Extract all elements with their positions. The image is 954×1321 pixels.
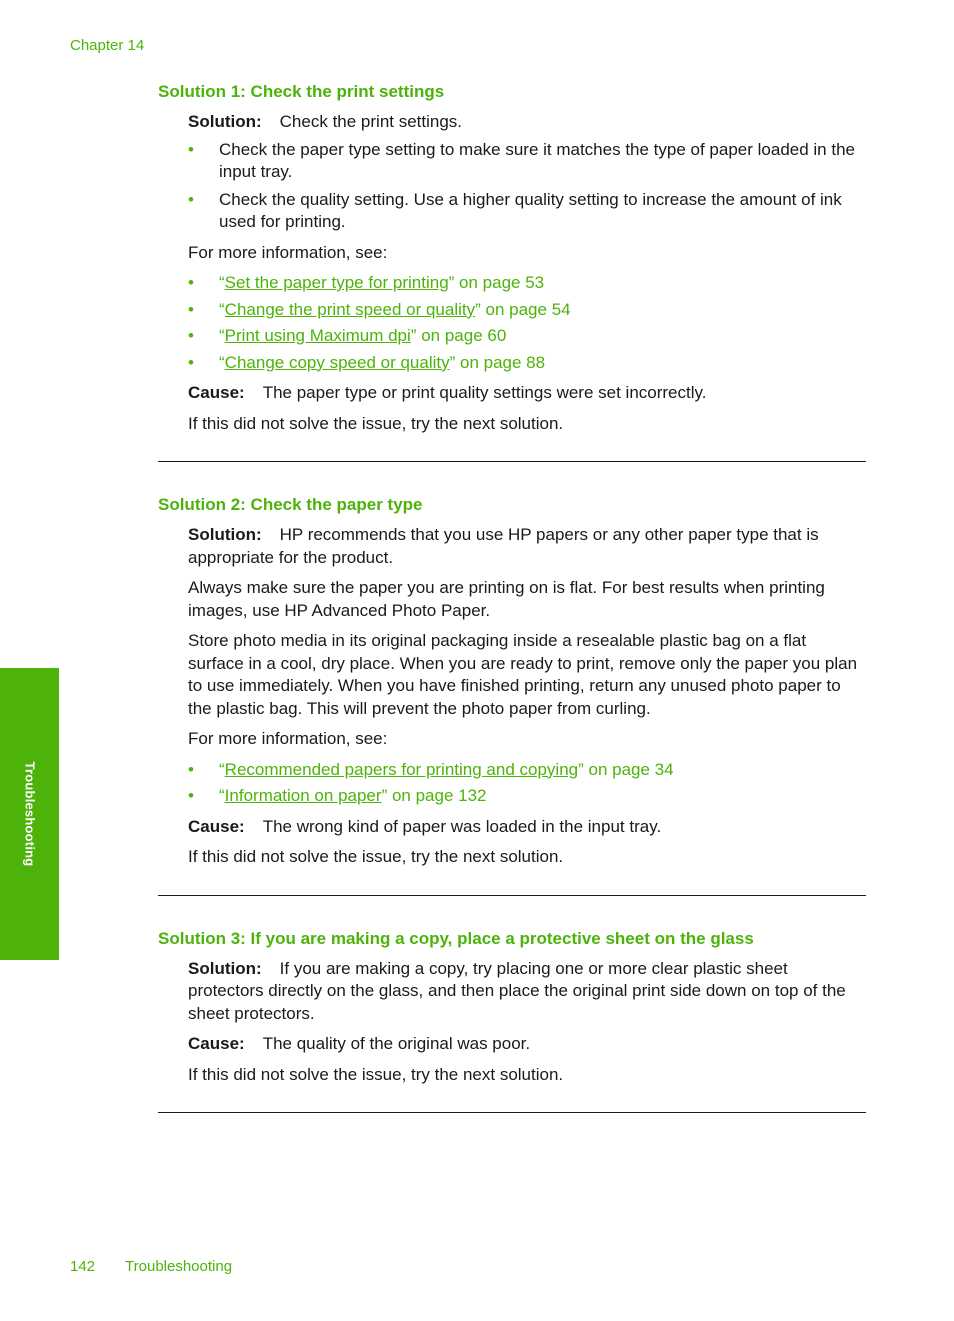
solution-3-heading: Solution 3: If you are making a copy, place a protective sheet on the glass bbox=[158, 928, 754, 948]
cause-label: Cause: bbox=[188, 1034, 245, 1053]
paragraph: Store photo media in its original packaging inside a resealable plastic bag on a flat surface in a cool, dry place. When you are ready to print, remove only the paper you plan to use immediately. When you have finished printing, return any unused photo paper to the plastic bag. This will prevent the photo paper from curling. bbox=[188, 631, 858, 718]
solution-text: Check the print settings. bbox=[279, 112, 463, 131]
paragraph: Always make sure the paper you are printing on is flat. For best results when printing images, use HP Advanced Photo Paper. bbox=[188, 578, 825, 620]
solution-label: Solution: bbox=[188, 525, 262, 544]
section-divider bbox=[158, 1112, 866, 1113]
page-content bbox=[158, 80, 866, 1113]
more-info-text: For more information, see: bbox=[188, 242, 388, 262]
page-ref: on page 53 bbox=[454, 273, 545, 292]
solution-label: Solution: bbox=[188, 112, 262, 131]
link-information-on-paper[interactable]: Information on paper bbox=[224, 786, 382, 805]
cause-text: The paper type or print quality settings were set incorrectly. bbox=[262, 383, 707, 402]
solution-1-links bbox=[188, 272, 866, 374]
solution-1-bullets bbox=[188, 139, 866, 234]
next-solution-text: If this did not solve the issue, try the next solution. bbox=[188, 1064, 564, 1084]
solution-2-statement bbox=[188, 524, 866, 569]
link-recommended-papers[interactable]: Recommended papers for printing and copying bbox=[224, 759, 579, 779]
cause-statement bbox=[188, 382, 866, 405]
page-ref: on page 132 bbox=[387, 786, 487, 805]
solution-text: If you are making a copy, try placing one or more clear plastic sheet protectors directly on the glass, and then place the original print side down on top of the sheet protectors. bbox=[188, 958, 846, 1023]
solution-text: HP recommends that you use HP papers or any other paper type that is appropriate for the product. bbox=[188, 525, 819, 567]
section-divider bbox=[158, 461, 866, 462]
list-item: • “Information on paper” on page 132 bbox=[188, 785, 866, 808]
list-item: • Check the paper type setting to make sure it matches the type of paper loaded in the input tray. bbox=[188, 139, 866, 184]
solution-label: Solution: bbox=[188, 958, 262, 978]
page-ref: on page 54 bbox=[480, 299, 571, 319]
link-copy-speed[interactable]: Change copy speed or quality bbox=[224, 352, 450, 372]
cause-text: The quality of the original was poor. bbox=[262, 1034, 531, 1053]
cause-statement bbox=[188, 816, 866, 839]
solution-2-heading: Solution 2: Check the paper type bbox=[158, 495, 423, 514]
page-ref: on page 88 bbox=[455, 352, 546, 372]
cause-statement bbox=[188, 1033, 866, 1056]
cause-text: The wrong kind of paper was loaded in the input tray. bbox=[262, 816, 662, 836]
side-tab-label: Troubleshooting bbox=[22, 761, 37, 867]
solution-2-links bbox=[188, 759, 866, 808]
solution-3-statement bbox=[188, 958, 866, 1026]
page-ref: on page 60 bbox=[416, 326, 507, 345]
footer-section: Troubleshooting bbox=[125, 1258, 233, 1275]
link-change-print-speed[interactable]: Change the print speed or quality bbox=[224, 299, 476, 319]
page-ref: on page 34 bbox=[583, 759, 674, 779]
list-item: • “Print using Maximum dpi” on page 60 bbox=[188, 325, 866, 348]
chapter-label: Chapter 14 bbox=[70, 37, 145, 54]
list-item: • Check the quality setting. Use a higher quality setting to increase the amount of ink used for printing. bbox=[188, 189, 866, 234]
cause-label: Cause: bbox=[188, 383, 245, 402]
more-info-text: For more information, see: bbox=[188, 729, 388, 748]
section-divider bbox=[158, 895, 866, 896]
list-item: • “Recommended papers for printing and copying” on page 34 bbox=[188, 759, 866, 782]
cause-label: Cause: bbox=[188, 816, 245, 836]
section-side-tab bbox=[0, 668, 59, 960]
page-number: 142 bbox=[70, 1258, 96, 1275]
page-footer bbox=[70, 1258, 232, 1275]
solution-1-statement bbox=[188, 111, 866, 134]
solution-1-body bbox=[188, 111, 866, 435]
list-item: • “Change copy speed or quality” on page 88 bbox=[188, 352, 866, 375]
next-solution-text: If this did not solve the issue, try the next solution. bbox=[188, 847, 564, 866]
list-item: • “Change the print speed or quality” on page 54 bbox=[188, 299, 866, 322]
list-item: • “Set the paper type for printing” on page 53 bbox=[188, 272, 866, 295]
next-solution-text: If this did not solve the issue, try the next solution. bbox=[188, 413, 564, 433]
solution-1-heading: Solution 1: Check the print settings bbox=[158, 82, 445, 101]
link-maximum-dpi[interactable]: Print using Maximum dpi bbox=[224, 326, 411, 345]
link-set-paper-type[interactable]: Set the paper type for printing bbox=[224, 273, 449, 292]
solution-2-body bbox=[188, 524, 866, 869]
solution-3-body bbox=[188, 958, 866, 1087]
